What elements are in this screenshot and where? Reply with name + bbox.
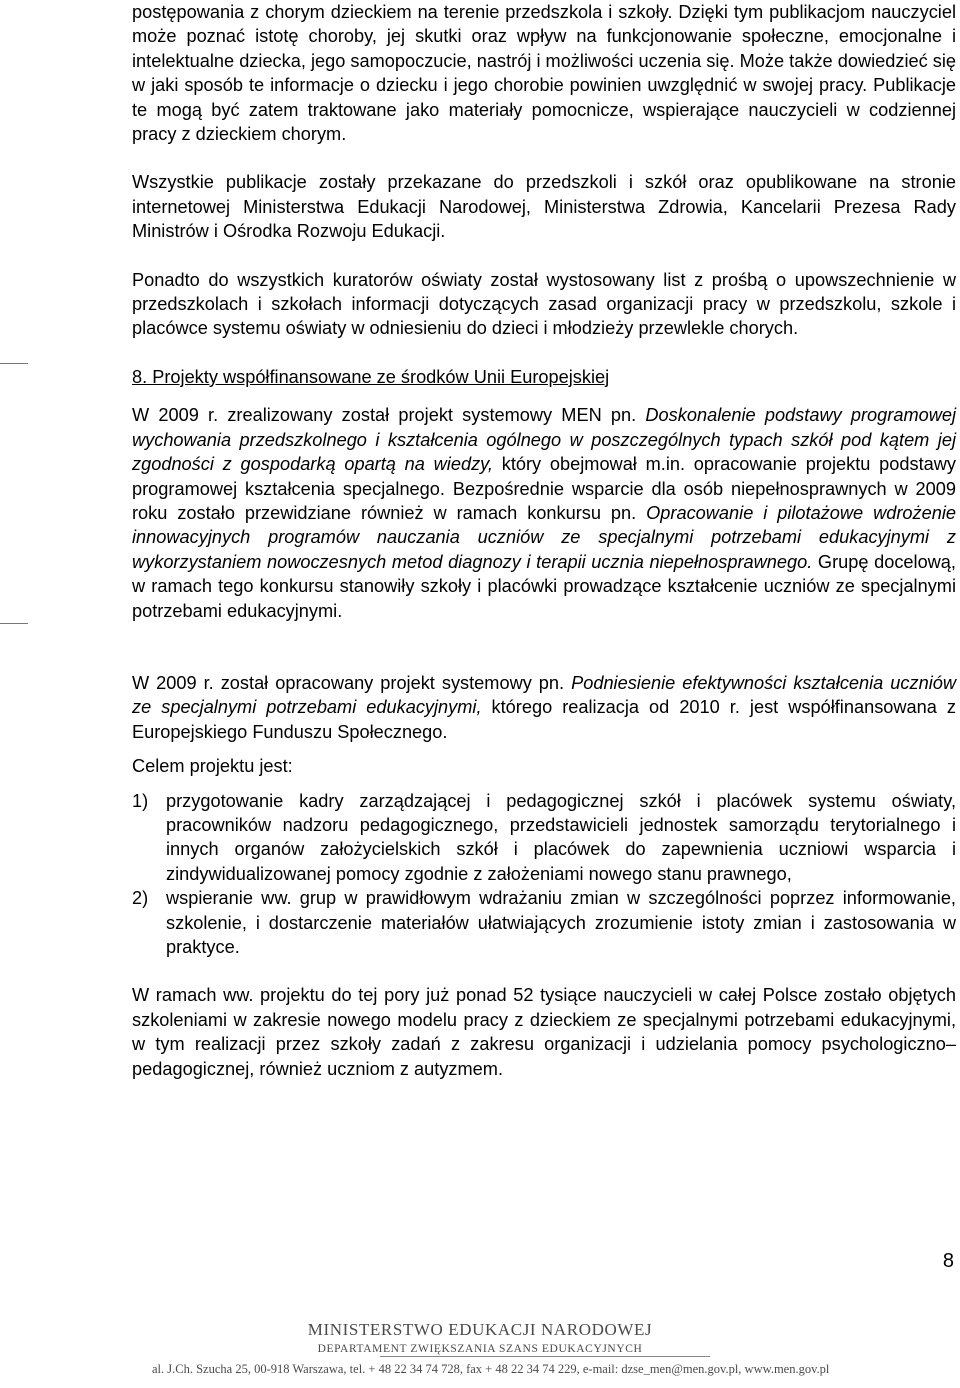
paragraph: Wszystkie publikacje zostały przekazane do przedszkoli i szkół oraz opublikowane na stronie internetowej Ministerstwa Edukacji Narodowej, Ministerstwa Zdrowia, Kancelarii Prezesa Rady Ministrów i Ośrodka Rozwoju Edukacji. (132, 172, 956, 242)
footer (0, 1320, 960, 1380)
footer-divider (380, 1356, 710, 1357)
margin-mark (0, 623, 28, 624)
section-heading: 8. Projekty współfinansowane ze środków Unii Europejskiej (132, 366, 610, 387)
goal-intro: Celem projektu jest: (132, 756, 293, 777)
footer-ministry: MINISTERSTWO EDUKACJI NARODOWEJ (307, 1320, 653, 1339)
paragraph-closing: W ramach ww. projektu do tej pory już ponad 52 tysiące nauczycieli w całej Polsce zostało objętych szkoleniami w zakresie nowego modelu pracy z dzieckiem ze specjalnymi potrzebami edukacyjnymi, w tym realizacji przez szkoły zadań z zakresu organizacji i udzielania pomocy psychologiczno–pedagogicznej, również uczniom z autyzmem. (132, 985, 956, 1079)
paragraph: postępowania z chorym dzieckiem na terenie przedszkola i szkoły. Dzięki tym publikacjom nauczyciel może poznać istotę choroby, jej skutki oraz wpływ na funkcjonowanie społeczne, emocjonalne i intelektualne dziecka, jego samopoczucie, nastrój i możliwości uczenia się. Może także dowiedzieć się w jaki sposób te informacje o dziecku i jego chorobie powinien uwzględnić w swojej pracy. Publikacje te mogą być zatem traktowane jako materiały pomocnicze, wspierające nauczycieli w codziennej pracy z dzieckiem chorym. (132, 2, 956, 145)
paragraph-project-2010: W 2009 r. został opracowany projekt systemowy pn. Podniesienie efektywności kształcenia uczniów ze specjalnymi potrzebami edukacyjnymi, którego realizacja od 2010 r. jest współfinansowana z Europejskiego Funduszu Społecznego. (132, 672, 956, 742)
list-item: 2) wspieranie ww. grup w prawidłowym wdrażaniu zmian w szczególności poprzez informowanie, szkolenie, i dostarczenie materiałów ułatwiających zrozumienie istoty zmian i zastosowania w praktyce. (132, 888, 956, 957)
footer-department: DEPARTAMENT ZWIĘKSZANIA SZANS EDUKACYJNYCH (317, 1343, 643, 1355)
paragraph: Ponadto do wszystkich kuratorów oświaty został wystosowany list z prośbą o upowszechnienie w przedszkolach i szkołach informacji dotyczących zasad organizacji pracy w przedszkolu, szkole i placówce systemu oświaty w odniesieniu do dzieci i młodzieży przewlekle chorych. (132, 269, 956, 339)
goal-list (132, 789, 956, 960)
list-item: 1) przygotowanie kadry zarządzającej i pedagogicznej szkół i placówek systemu oświaty, pracowników nadzoru pedagogicznego, przedstawicieli jednostek samorządu terytorialnego i innych organów założycielskich szkół i placówek do zapewnienia uczniowi wsparcia i zindywidualizowanej pomocy zgodnie z założeniami nowego stanu prawnego, (132, 790, 956, 884)
footer-address: al. J.Ch. Szucha 25, 00-918 Warszawa, tel. + 48 22 34 74 728, fax + 48 22 34 74 229, e-mail: dzse_men@men.gov.pl, www.men.gov.pl (152, 1362, 830, 1376)
document-body (132, 0, 956, 1081)
margin-mark (0, 363, 28, 364)
paragraph-projects: W 2009 r. zrealizowany został projekt systemowy MEN pn. Doskonalenie podstawy programowej wychowania przedszkolnego i kształcenia ogólnego w poszczególnych typach szkół pod kątem jej zgodności z gospodarką opartą na wiedzy, który obejmował m.in. opracowanie projektu podstawy programowej kształcenia specjalnego. Bezpośrednie wsparcie dla osób niepełnosprawnych w 2009 roku zostało przewidziane również w ramach konkursu pn. Opracowanie i pilotażowe wdrożenie innowacyjnych programów nauczania uczniów ze specjalnymi potrzebami edukacyjnymi z wykorzystaniem nowoczesnych metod diagnozy i terapii ucznia niepełnosprawnego. Grupę docelową, w ramach tego konkursu stanowiły szkoły i placówki prowadzące kształcenie uczniów ze specjalnymi potrzebami edukacyjnymi. (132, 405, 956, 621)
page-number: 8 (942, 1250, 954, 1272)
